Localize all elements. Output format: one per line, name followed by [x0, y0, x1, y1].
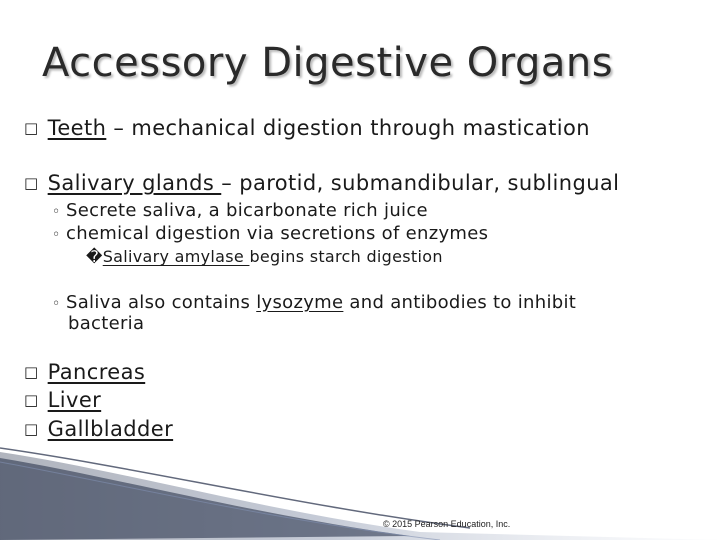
secrete-saliva-text: Secrete saliva, a bicarbonate rich juice [66, 200, 428, 221]
term-lysozyme: lysozyme [256, 292, 344, 313]
bullet-box-icon: □ [24, 420, 39, 438]
saliva-extra-line2: bacteria [68, 313, 145, 334]
bullet-teeth [24, 116, 590, 140]
term-pancreas: Pancreas [47, 360, 146, 384]
saliva-extra-before: Saliva also contains [66, 292, 257, 313]
term-liver: Liver [47, 388, 102, 412]
sub-bullet-chemical-digestion [52, 223, 488, 244]
saliva-extra-after: and antibodies to inhibit [343, 292, 577, 313]
slide-title: Accessory Digestive Organs [42, 40, 614, 86]
bullet-box-icon: □ [24, 174, 39, 192]
bullet-salivary-glands [24, 171, 619, 195]
term-salivary-glands: Salivary glands [47, 171, 222, 195]
sub-bullet-secrete-saliva [52, 200, 428, 221]
copyright-footer: © 2015 Pearson Education, Inc. [383, 519, 511, 529]
bullet-box-icon: □ [24, 119, 39, 137]
circle-bullet-icon: ◦ [52, 296, 61, 312]
bullet-pancreas [24, 360, 145, 384]
term-salivary-amylase: Salivary amylase [102, 247, 250, 266]
bullet-box-icon: □ [24, 391, 39, 409]
decorative-swoosh [0, 440, 720, 540]
chemical-digestion-text: chemical digestion via secretions of enzymes [66, 223, 489, 244]
sub-sub-bullet-amylase [86, 247, 443, 266]
circle-bullet-icon: ◦ [52, 227, 61, 243]
term-teeth: Teeth [47, 116, 107, 140]
bullet-box-icon: □ [24, 363, 39, 381]
amylase-description: begins starch digestion [249, 247, 443, 266]
term-gallbladder: Gallbladder [47, 417, 174, 441]
circle-bullet-icon: ◦ [52, 204, 61, 220]
bullet-liver [24, 388, 101, 412]
teeth-description: – mechanical digestion through mastication [106, 116, 590, 140]
replacement-glyph-icon: � [86, 247, 103, 266]
salivary-glands-description: – parotid, submandibular, sublingual [221, 171, 620, 195]
bullet-gallbladder [24, 417, 173, 441]
sub-bullet-saliva-lysozyme [52, 292, 576, 313]
